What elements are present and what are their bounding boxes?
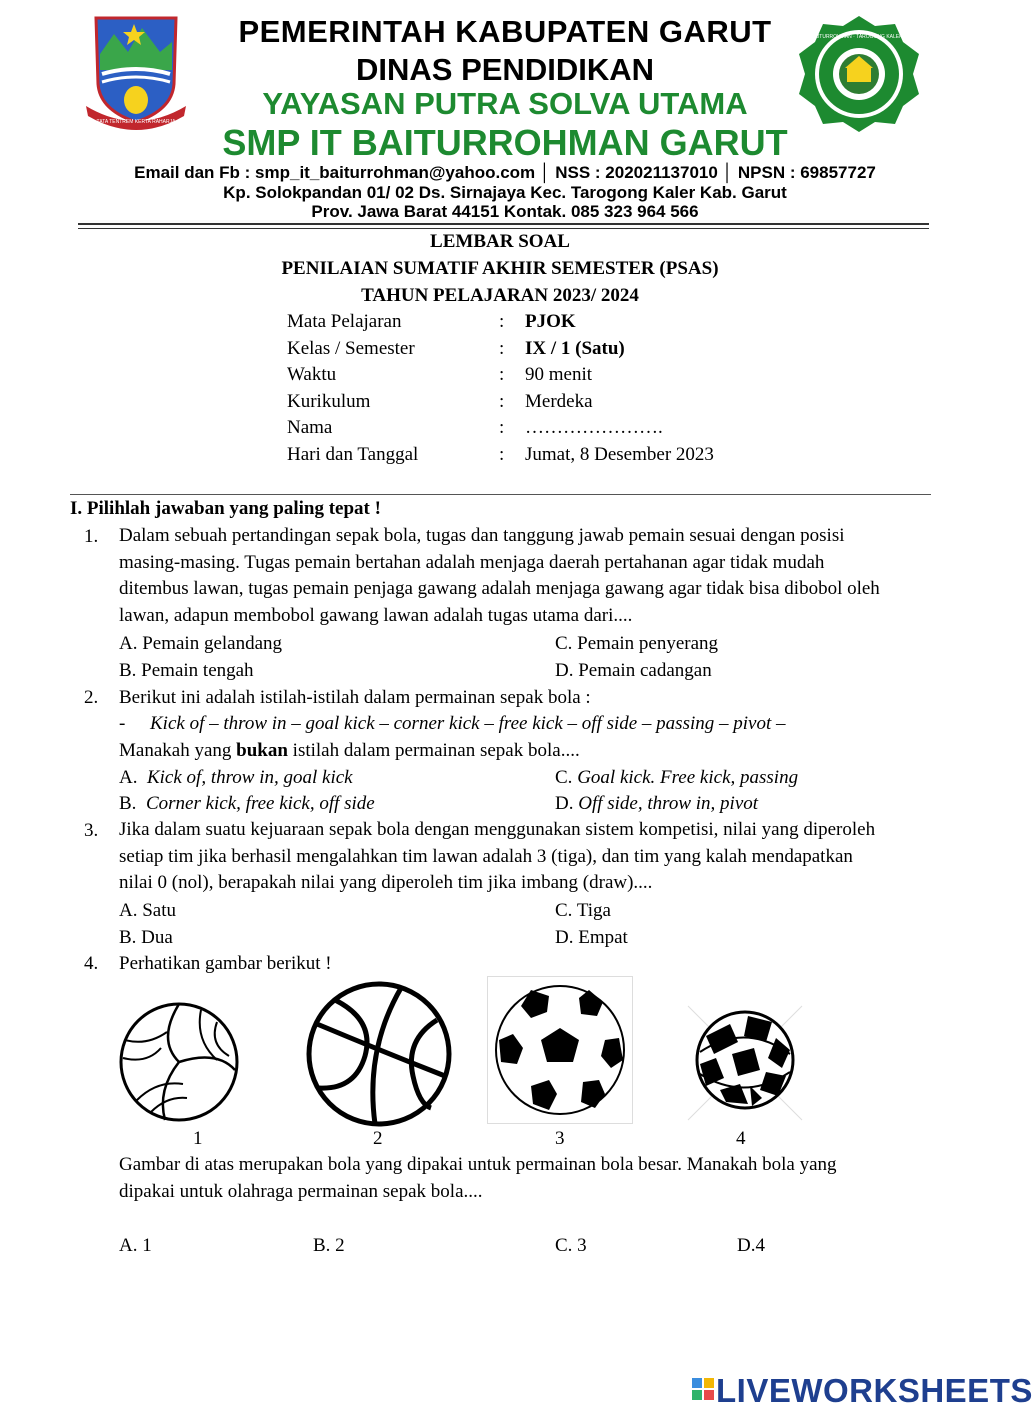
question-line: Gambar di atas merupakan bola yang dipakai untuk permainan bola besar. Manakah bola yang — [119, 1154, 837, 1175]
q4-option-c[interactable]: C. 3 — [555, 1235, 587, 1256]
section-title: I. Pilihlah jawaban yang paling tepat ! — [70, 498, 381, 519]
prompt-post: istilah dalam permainan sepak bola.... — [287, 740, 580, 761]
q4-option-a[interactable]: A. 1 — [119, 1235, 152, 1256]
basketball-image — [305, 980, 453, 1128]
info-label: Waktu — [287, 364, 337, 385]
option-text: Off side, throw in, pivot — [578, 793, 759, 814]
terms-list: Kick of – throw in – goal kick – corner kick – free kick – off side – passing – pivot – — [150, 713, 786, 734]
q4-option-b[interactable]: B. 2 — [313, 1235, 345, 1256]
terms-dash: - — [119, 713, 126, 734]
letterhead-province: Prov. Jawa Barat 44151 Kontak. 085 323 964 566 — [311, 202, 699, 221]
garut-regency-logo — [84, 14, 188, 134]
question-number: 4. — [84, 953, 99, 974]
info-label: Kurikulum — [287, 391, 371, 412]
sheet-title: LEMBAR SOAL — [430, 231, 570, 252]
q3-option-a[interactable]: A. Satu — [119, 900, 176, 921]
question-line: lawan, adapun membobol gawang lawan adalah tugas utama dari.... — [119, 605, 633, 627]
letterhead-line-3: YAYASAN PUTRA SOLVA UTAMA — [262, 86, 748, 121]
letterhead-line-1: PEMERINTAH KABUPATEN GARUT — [238, 14, 772, 49]
info-colon: : — [499, 444, 505, 465]
info-label: Hari dan Tanggal — [287, 444, 419, 465]
info-label: Nama — [287, 417, 333, 438]
ball-label: 2 — [373, 1128, 383, 1149]
q1-option-d[interactable]: D. Pemain cadangan — [555, 660, 712, 681]
question-4-prompt — [119, 1152, 837, 1205]
question-2-prompt — [119, 740, 580, 762]
question-number: 3. — [84, 820, 99, 841]
info-label: Kelas / Semester — [287, 338, 415, 359]
letterhead-rule-thin — [78, 228, 929, 229]
question-4-text: Perhatikan gambar berikut ! — [119, 953, 332, 974]
option-letter: D. — [555, 793, 574, 814]
option-text: Goal kick. Free kick, passing — [577, 767, 799, 788]
letterhead-rule — [78, 223, 929, 225]
left-logo-text: TATA TENTREM KERTA RAHARJA — [96, 119, 176, 125]
question-2-text: Berikut ini adalah istilah-istilah dalam permainan sepak bola : — [119, 687, 591, 708]
info-value: 90 menit — [525, 364, 593, 385]
ball-label: 4 — [736, 1128, 746, 1149]
option-text: Kick of, throw in, goal kick — [146, 767, 353, 788]
q3-option-d[interactable]: D. Empat — [555, 927, 628, 948]
q1-option-a[interactable]: A. Pemain gelandang — [119, 633, 283, 654]
q3-option-b[interactable]: B. Dua — [119, 927, 173, 948]
question-line: ditembus lawan, tugas pemain penjaga gawang adalah menjaga gawang agar tidak bisa dibobol oleh — [119, 578, 880, 600]
name-blank[interactable]: …………………. — [525, 417, 663, 438]
question-line: dipakai untuk olahraga permainan sepak bola.... — [119, 1180, 483, 1202]
question-line: Dalam sebuah pertandingan sepak bola, tugas dan tanggung jawab pemain sesuai dengan posisi — [119, 525, 845, 546]
q3-option-c[interactable]: C. Tiga — [555, 900, 611, 921]
question-number: 1. — [84, 526, 99, 547]
soccer-ball-image — [487, 976, 633, 1124]
question-line: setiap tim jika berhasil mengalahkan tim lawan adalah 3 (tiga), dan tim yang kalah mendapatkan — [119, 845, 853, 867]
option-letter: C. — [555, 767, 573, 788]
info-colon: : — [499, 338, 505, 359]
option-text: Corner kick, free kick, off side — [145, 793, 375, 814]
letterhead-contact: Email dan Fb : smp_it_baiturrohman@yahoo.com │ NSS : 202021137010 │ NPSN : 69857727 — [134, 163, 876, 182]
letterhead-address: Kp. Solokpandan 01/ 02 Ds. Sirnajaya Kec. Tarogong Kaler Kab. Garut — [223, 183, 787, 202]
question-line: Jika dalam suatu kejuaraan sepak bola dengan menggunakan sistem kompetisi, nilai yang diperoleh — [119, 819, 876, 840]
q2-option-d[interactable] — [555, 793, 758, 815]
question-line: nilai 0 (nol), berapakah nilai yang diperoleh tim jika imbang (draw).... — [119, 872, 653, 894]
q2-option-b[interactable] — [119, 793, 375, 815]
liveworksheets-watermark: LIVEWORKSHEETS — [716, 1372, 1033, 1409]
option-letter: A. — [119, 767, 138, 788]
option-letter: B. — [119, 793, 137, 814]
section-divider — [70, 494, 931, 495]
prompt-bold: bukan — [236, 740, 288, 761]
q4-option-d[interactable]: D.4 — [737, 1235, 765, 1256]
volleyball-image — [117, 1000, 241, 1124]
school-logo — [793, 14, 925, 134]
prompt-pre: Manakah yang — [119, 740, 237, 761]
liveworksheets-icon — [692, 1378, 714, 1400]
academic-year: TAHUN PELAJARAN 2023/ 2024 — [361, 285, 639, 306]
info-label: Mata Pelajaran — [287, 311, 402, 332]
info-colon: : — [499, 391, 505, 412]
info-value: PJOK — [525, 311, 576, 332]
question-line: masing-masing. Tugas pemain bertahan adalah menjaga daerah pertahanan agar tidak mudah — [119, 551, 825, 573]
right-logo-text: SMP IT BAITURROHMAN · TAROGONG KALER · GARUT — [793, 34, 925, 40]
info-value: Merdeka — [525, 391, 593, 412]
info-value: Jumat, 8 Desember 2023 — [525, 444, 714, 465]
takraw-ball-image — [686, 1002, 804, 1126]
q1-option-c[interactable]: C. Pemain penyerang — [555, 633, 719, 654]
q2-option-c[interactable] — [555, 767, 798, 789]
info-colon: : — [499, 364, 505, 385]
q2-option-a[interactable] — [119, 767, 353, 789]
question-3-text — [119, 817, 875, 897]
q1-option-b[interactable]: B. Pemain tengah — [119, 660, 254, 681]
question-number: 2. — [84, 687, 99, 708]
ball-label: 3 — [555, 1128, 565, 1149]
ball-label: 1 — [193, 1128, 203, 1149]
info-value: IX / 1 (Satu) — [525, 338, 625, 359]
info-colon: : — [499, 311, 505, 332]
letterhead-line-2: DINAS PENDIDIKAN — [356, 52, 654, 87]
letterhead-school-name: SMP IT BAITURROHMAN GARUT — [222, 122, 788, 163]
question-1-text — [119, 523, 880, 630]
exam-title: PENILAIAN SUMATIF AKHIR SEMESTER (PSAS) — [281, 258, 719, 279]
info-colon: : — [499, 417, 505, 438]
